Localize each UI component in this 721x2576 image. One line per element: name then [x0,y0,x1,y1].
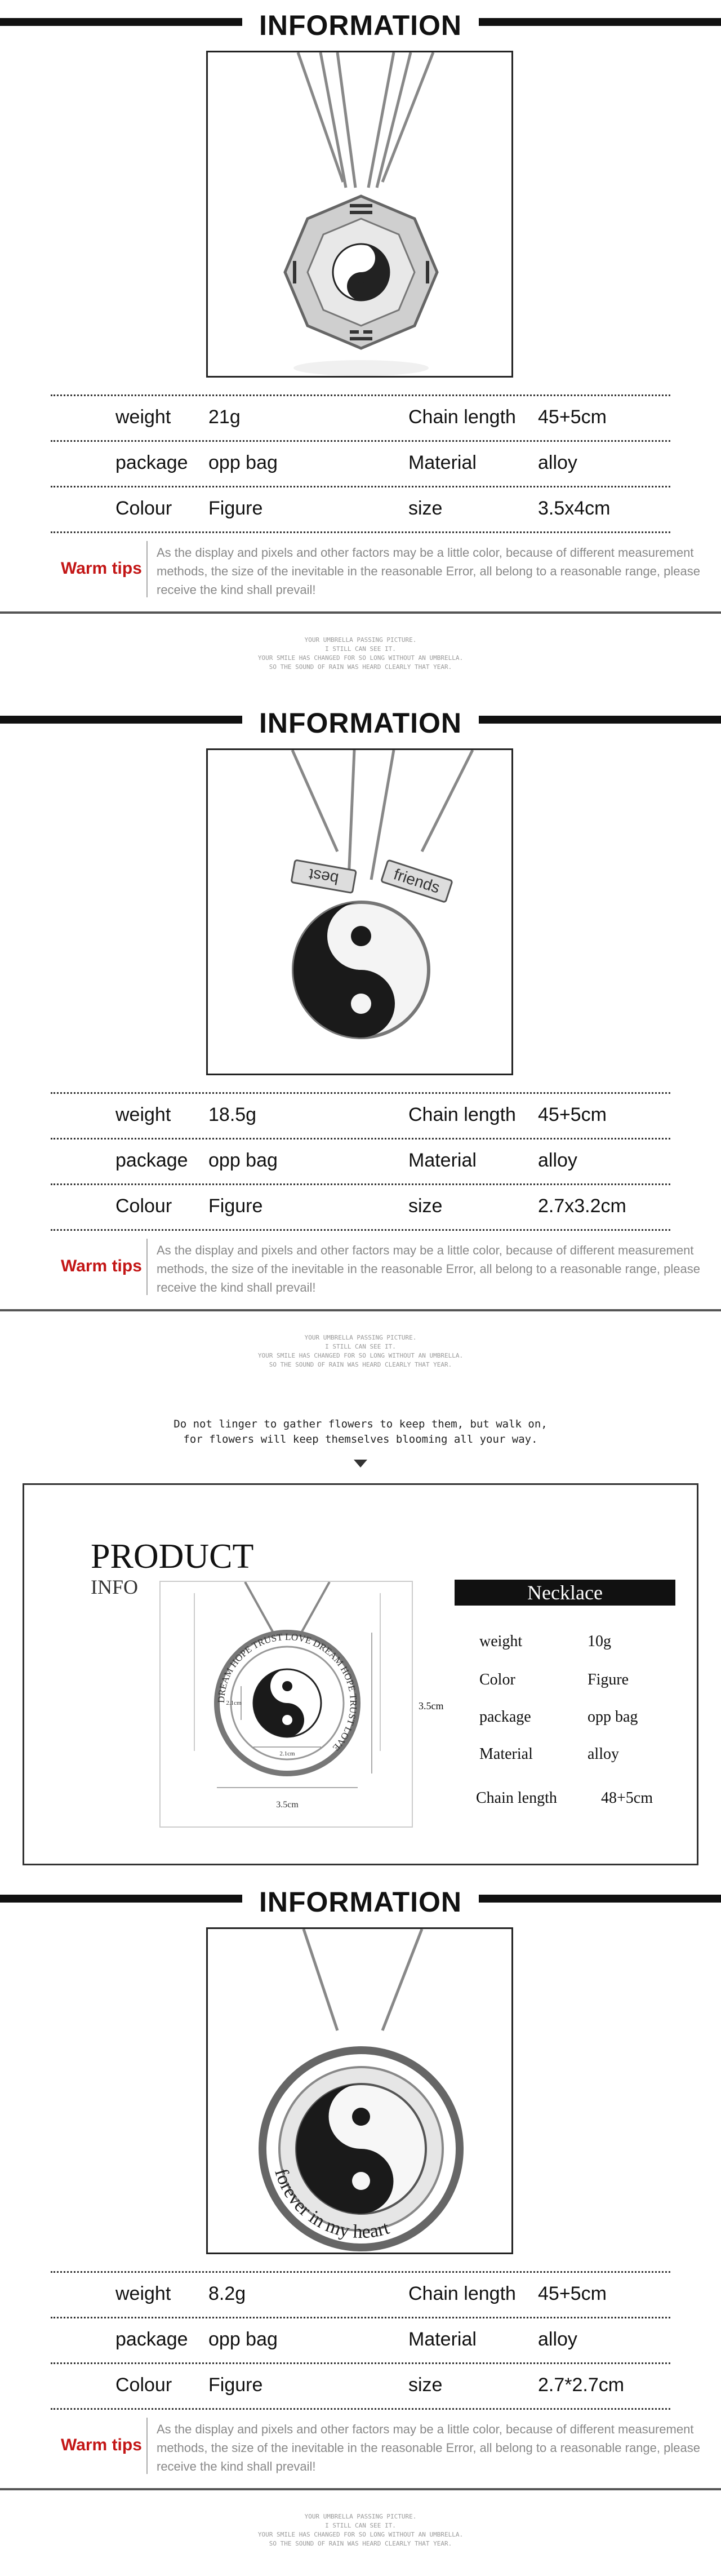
warm-tips-text: As the display and pixels and other factors may be a little color, because of different measurement methods, the size of the inevitable in the reasonable Error, all belong to a reasonable range, please receive the kind shall prevail! [157,2422,700,2473]
size-label: size [408,2374,443,2396]
warm-tips-text: As the display and pixels and other factors may be a little color, because of different measurement methods, the size of the inevitable in the reasonable Error, all belong to a reasonable range, please receive the kind shall prevail! [157,1243,700,1294]
footer-caption [0,636,721,672]
caption-line: YOUR SMILE HAS CHANGED FOR SO LONG WITHOUT AN UMBRELLA. [257,2531,464,2538]
dream-hope-necklace-illustration [161,1582,412,1826]
chain-length-value: 45+5cm [538,2283,607,2304]
weight-label: weight [115,406,171,428]
warm-tips-2 [56,1239,721,1295]
product-image-2 [206,748,513,1075]
best-friends-necklace-illustration [208,750,513,1075]
material-label: Material [408,2329,477,2350]
pi-chain-label: Chain length [476,1789,557,1807]
caption-line: I STILL CAN SEE IT. [325,645,396,653]
divider [146,541,148,597]
bagua-necklace-illustration [208,52,513,378]
colour-label: Colour [115,1195,172,1217]
product-image-1 [206,51,513,378]
weight-value: 21g [208,406,241,428]
spec-row [51,394,670,440]
footer-caption [0,1333,721,1369]
caption-line: YOUR SMILE HAS CHANGED FOR SO LONG WITHOUT AN UMBRELLA. [257,1352,464,1359]
caption-line: SO THE SOUND OF RAIN WAS HEARD CLEARLY THAT YEAR. [269,1361,452,1368]
warm-tips-label: Warm tips [61,1257,142,1275]
package-value: opp bag [208,1150,278,1171]
dim-width-label: 3.5cm [276,1800,299,1810]
chain-length-value: 45+5cm [538,406,607,428]
pendant-right-text: friends [391,865,442,897]
pi-weight-label: weight [479,1633,523,1650]
package-value: opp bag [208,452,278,473]
warm-tips-text: As the display and pixels and other factors may be a little color, because of different measurement methods, the size of the inevitable in the reasonable Error, all belong to a reasonable range, please receive the kind shall prevail! [157,546,700,597]
down-arrow-icon [354,1460,367,1467]
spec-table-2 [51,1092,670,1231]
weight-value: 18.5g [208,1104,257,1125]
colour-label: Colour [115,2374,172,2396]
product-image-3 [206,1927,513,2254]
forever-in-my-heart-necklace-illustration [208,1929,513,2254]
size-value: 2.7x3.2cm [538,1195,626,1217]
pendant-left-text: best [307,865,340,888]
header-bar [0,716,242,724]
ring-text: DREAM HOPE TRUST LOVE DREAM HOPE TRUST LOVE [215,1631,359,1753]
section-separator [0,1309,721,1311]
pi-material-label: Material [479,1745,533,1763]
material-value: alloy [538,2329,577,2350]
warm-tips-1 [56,541,721,597]
chain-length-label: Chain length [408,1104,516,1125]
package-label: package [115,1150,188,1171]
spec-table-1 [51,394,670,533]
size-value: 2.7*2.7cm [538,2374,625,2396]
info-header-3 [0,1882,721,1916]
weight-value: 8.2g [208,2283,246,2304]
package-label: package [115,2329,188,2350]
caption-line: YOUR SMILE HAS CHANGED FOR SO LONG WITHOUT AN UMBRELLA. [257,654,464,662]
footer-caption [0,2512,721,2548]
header-bar [479,716,721,724]
spec-row [51,2271,670,2317]
warm-tips-label: Warm tips [61,559,142,578]
pi-color-label: Color [479,1671,515,1688]
pi-color-value: Figure [588,1671,629,1688]
size-label: size [408,1195,443,1217]
caption-line: YOUR UMBRELLA PASSING PICTURE. [304,2513,417,2520]
section-separator [0,611,721,614]
material-label: Material [408,452,477,473]
info-header-1 [0,6,721,39]
caption-line: SO THE SOUND OF RAIN WAS HEARD CLEARLY THAT YEAR. [269,663,452,671]
category-badge: Necklace [455,1580,675,1606]
spec-row [51,2317,670,2362]
info-title: INFORMATION [259,707,462,739]
ring-text: forever in my heart [270,2166,392,2243]
caption-line: I STILL CAN SEE IT. [325,2522,396,2529]
warm-tips-3 [56,2418,721,2474]
caption-line: I STILL CAN SEE IT. [325,1343,396,1350]
colour-value: Figure [208,1195,263,1217]
divider [146,2418,148,2474]
product-info-box [23,1483,698,1865]
material-label: Material [408,1150,477,1171]
warm-tips-label: Warm tips [61,2436,142,2454]
package-label: package [115,452,188,473]
dim-inner-width-label: 2.1cm [279,1750,295,1757]
pi-weight-value: 10g [588,1633,611,1650]
spec-row [51,2362,670,2410]
header-bar [479,1895,721,1903]
product-subtitle: INFO [91,1576,139,1598]
material-value: alloy [538,1150,577,1171]
spec-row [51,1092,670,1138]
divider [146,1239,148,1295]
colour-value: Figure [208,498,263,519]
header-bar [0,18,242,26]
weight-label: weight [115,1104,171,1125]
spec-row [51,440,670,486]
chain-length-label: Chain length [408,2283,516,2304]
info-title: INFORMATION [259,1886,462,1918]
pi-material-value: alloy [588,1745,619,1763]
spec-row [51,486,670,533]
pi-package-label: package [479,1708,531,1726]
product-info-image [159,1581,413,1828]
size-label: size [408,498,443,519]
colour-label: Colour [115,498,172,519]
chain-length-label: Chain length [408,406,516,428]
dim-height-label: 3.5cm [419,1700,444,1712]
spec-row [51,1183,670,1231]
header-bar [0,1895,242,1903]
header-bar [479,18,721,26]
caption-line: SO THE SOUND OF RAIN WAS HEARD CLEARLY THAT YEAR. [269,2540,452,2547]
weight-label: weight [115,2283,171,2304]
spec-table-3 [51,2271,670,2410]
size-value: 3.5x4cm [538,498,611,519]
pi-chain-value: 48+5cm [601,1789,653,1807]
caption-line: YOUR UMBRELLA PASSING PICTURE. [304,636,417,644]
spec-row [51,1138,670,1183]
info-title: INFORMATION [259,10,462,41]
section-separator [0,2488,721,2490]
quote-line: Do not linger to gather flowers to keep them, but walk on, [173,1418,548,1430]
caption-line: YOUR UMBRELLA PASSING PICTURE. [304,1334,417,1341]
package-value: opp bag [208,2329,278,2350]
quote-line: for flowers will keep themselves blooming all your way. [183,1433,538,1446]
colour-value: Figure [208,2374,263,2396]
chain-length-value: 45+5cm [538,1104,607,1125]
pi-package-value: opp bag [588,1708,638,1726]
material-value: alloy [538,452,577,473]
product-title: PRODUCT [91,1537,254,1576]
dim-inner-height-label: 2.1cm [226,1700,242,1706]
info-header-2 [0,703,721,737]
quote [0,1417,721,1447]
